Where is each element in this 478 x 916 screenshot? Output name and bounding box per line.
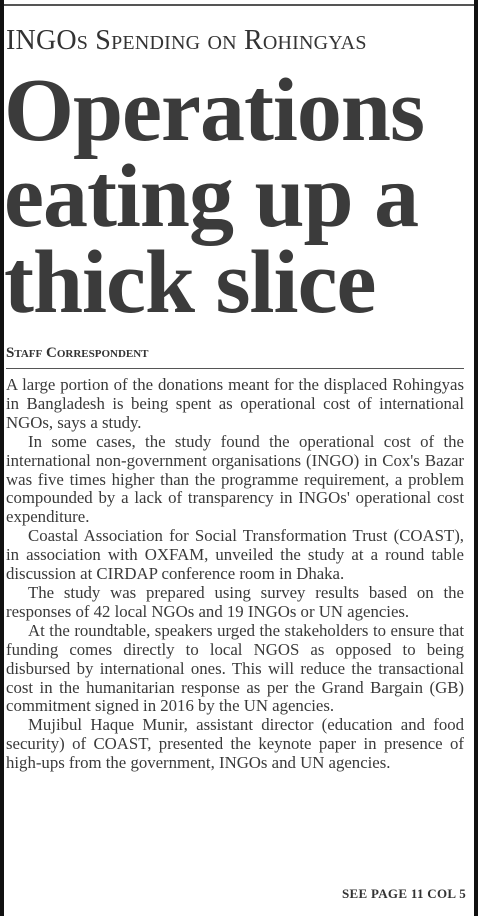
paragraph-2: In some cases, the study found the operational cost of the international non-government organisations (INGO) in Cox's Bazar was five times higher than the programme requirement, a problem compounded by a lack of transparency in INGOs' operational cost expenditure. [6, 431, 464, 527]
article-body [6, 376, 464, 773]
paragraph-6: Mujibul Haque Munir, assistant director (education and food security) of COAST, presented the keynote paper in presence of high-ups from the government, INGOs and UN agencies. [6, 715, 464, 773]
paragraph-4: The study was prepared using survey results based on the responses of 42 local NGOs and 19 INGOs or UN agencies. [6, 582, 464, 621]
paragraph-1: A large portion of the donations meant for the displaced Rohingyas in Bangladesh is being spent as operational cost of international NGOs, says a study. [6, 375, 464, 432]
right-border [474, 0, 478, 916]
continuation-link[interactable]: SEE PAGE 11 COL 5 [341, 886, 466, 901]
headline-line-1: Operations [4, 61, 425, 160]
paragraph-3: Coastal Association for Social Transformation Trust (COAST), in association with OXFAM, unveiled the study at a round table discussion at CIRDAP conference room in Dhaka. [6, 526, 464, 584]
headline [4, 61, 474, 332]
paragraph-5: At the roundtable, speakers urged the stakeholders to ensure that funding comes directly to local NGOS as opposed to being disbursed by international ones. This will reduce the transactional cost in the humanitarian response as per the Grand Bargain (GB) commitment signed in 2016 by the UN agencies. [6, 620, 464, 716]
kicker: INGOs Spending on Rohingyas [6, 25, 367, 56]
top-rule [4, 4, 474, 6]
byline: Staff Correspondent [6, 345, 149, 361]
headline-line-3: thick slice [4, 233, 376, 332]
headline-line-2: eating up a [4, 147, 419, 246]
byline-rule [6, 368, 464, 369]
